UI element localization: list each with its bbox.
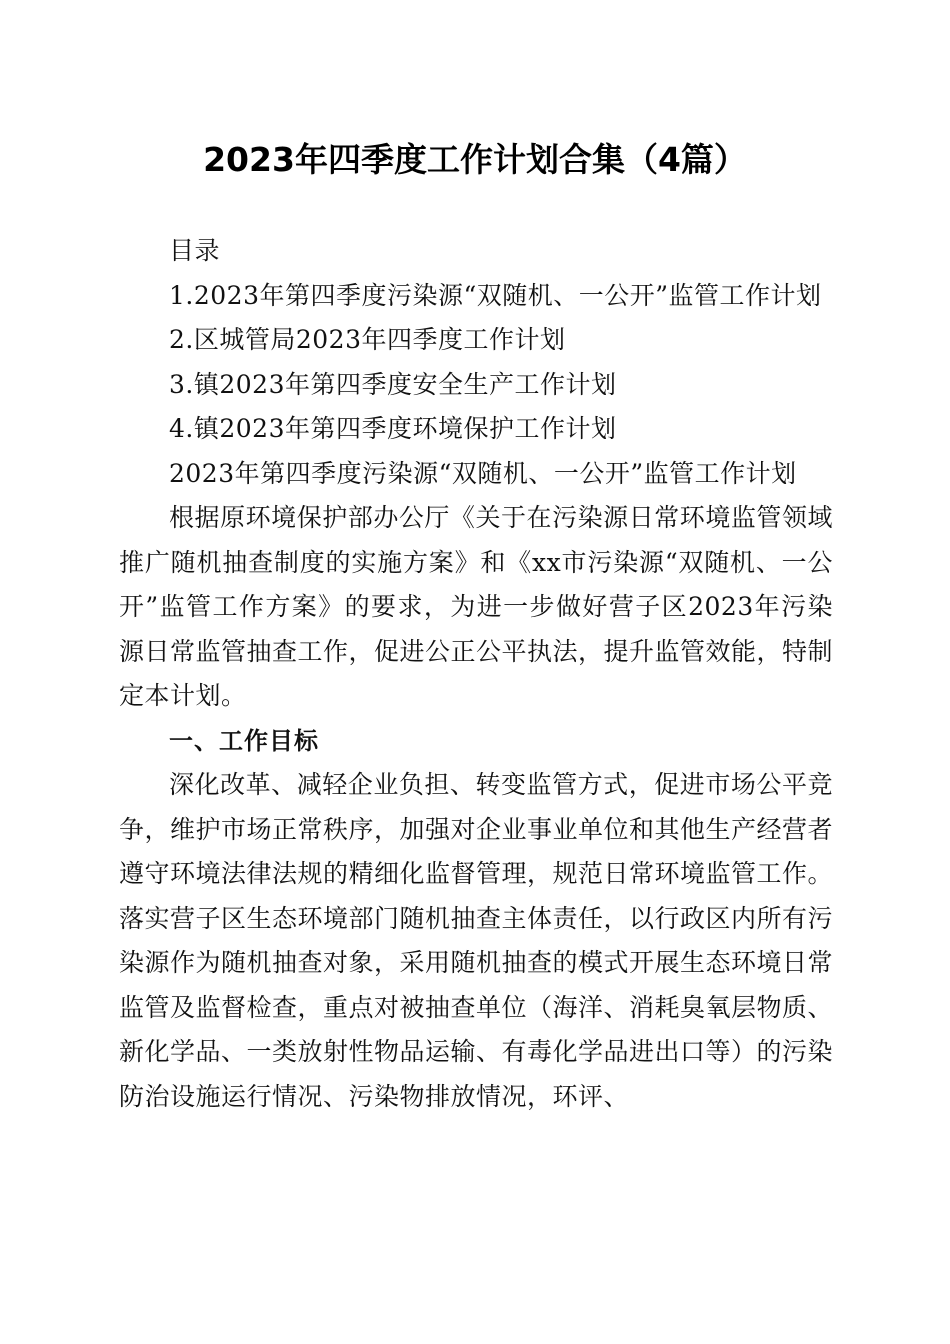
toc-item: 1.2023年第四季度污染源“双随机、一公开”监管工作计划 <box>169 280 822 310</box>
section-paragraph: 深化改革、减轻企业负担、转变监管方式，促进市场公平竞争，维护市场正常秩序，加强对企业事业单位和其他生产经营者遵守环境法律法规的精细化监督管理，规范日常环境监管工作。落实营子区生态环境部门随机抽查主体责任，以行政区内所有污染源作为随机抽查对象，采用随机抽查的模式开展生态环境日常监管及监督检查，重点对被抽查单位（海洋、消耗臭氧层物质、新化学品、一类放射性物品运输、有毒化学品进出口等）的污染防治设施运行情况、污染物排放情况，环评、 <box>119 770 834 1111</box>
article-title: 2023年第四季度污染源“双随机、一公开”监管工作计划 <box>169 458 797 488</box>
section-heading: 一、工作目标 <box>169 726 319 755</box>
toc-heading: 目录 <box>169 236 221 265</box>
toc-item: 4.镇2023年第四季度环境保护工作计划 <box>169 414 617 443</box>
intro-paragraph: 根据原环境保护部办公厅《关于在污染源日常环境监管领域推广随机抽查制度的实施方案》和《xx市污染源“双随机、一公开”监管工作方案》的要求，为进一步做好营子区2023年污染源日常监管抽查工作，促进公正公平执法，提升监管效能，特制定本计划。 <box>119 503 834 710</box>
toc-item: 3.镇2023年第四季度安全生产工作计划 <box>169 369 617 399</box>
toc-item: 2.区城管局2023年四季度工作计划 <box>169 325 566 354</box>
document-body <box>119 229 833 1119</box>
document-title: 2023年四季度工作计划合集（4篇） <box>203 140 747 179</box>
